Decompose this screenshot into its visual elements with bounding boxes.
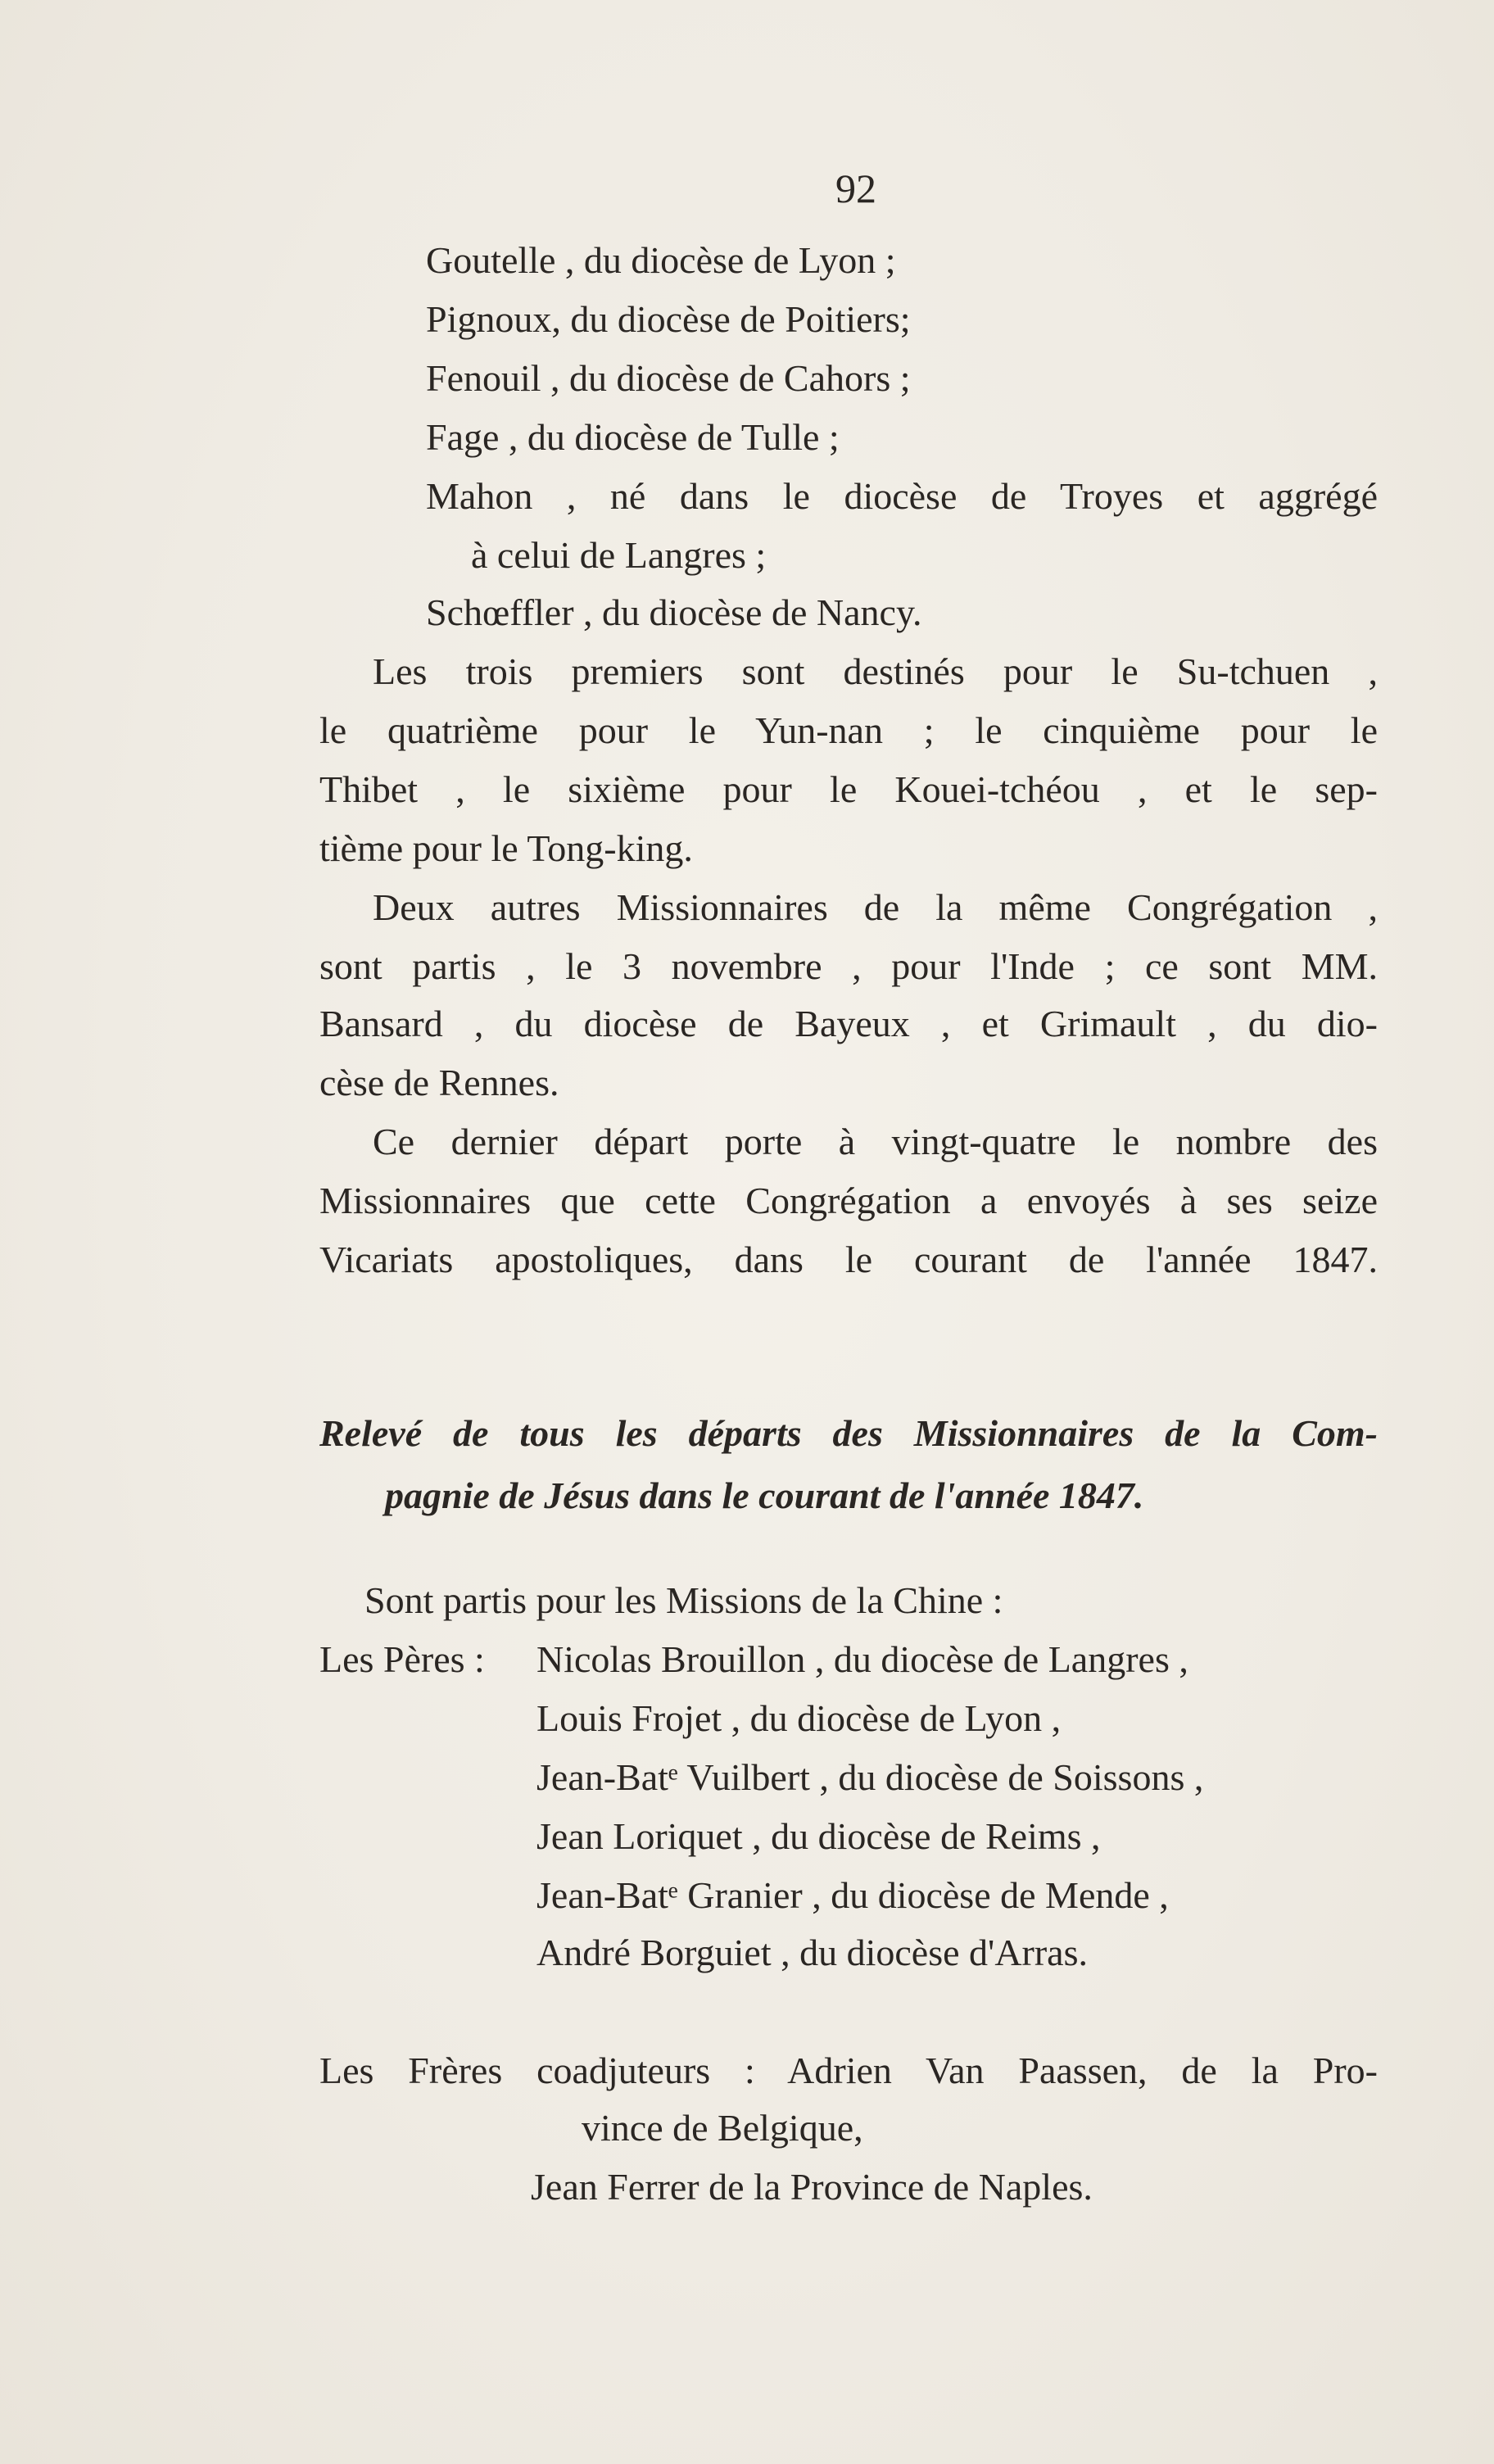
brothers-line: Jean Ferrer de la Province de Naples. bbox=[531, 2166, 1093, 2208]
paragraph-line: Missionnaires que cette Congrégation a envoyés à ses seize bbox=[319, 1180, 1378, 1221]
fathers-label: Les Pères : bbox=[319, 1638, 485, 1680]
missionary-line: Mahon , né dans le diocèse de Troyes et aggrégé bbox=[426, 475, 1378, 517]
father-entry: André Borguiet , du diocèse d'Arras. bbox=[536, 1932, 1088, 1973]
brothers-line: vince de Belgique, bbox=[582, 2107, 863, 2149]
missionary-line: Goutelle , du diocèse de Lyon ; bbox=[426, 239, 896, 281]
brothers-line: Les Frères coadjuteurs : Adrien Van Paassen, de la Pro- bbox=[319, 2050, 1378, 2091]
paragraph-line: Deux autres Missionnaires de la même Congrégation , bbox=[373, 886, 1378, 928]
father-entry: Jean-Batᵉ Vuilbert , du diocèse de Soissons , bbox=[536, 1756, 1204, 1798]
page-number: 92 bbox=[835, 165, 876, 211]
father-entry: Louis Frojet , du diocèse de Lyon , bbox=[536, 1697, 1062, 1739]
paragraph-line: Ce dernier départ porte à vingt-quatre le nombre des bbox=[373, 1121, 1378, 1162]
father-entry: Nicolas Brouillon , du diocèse de Langres , bbox=[536, 1638, 1188, 1680]
paragraph-line: Bansard , du diocèse de Bayeux , et Grimault , du dio- bbox=[319, 1003, 1378, 1044]
missionary-line: Schœffler , du diocèse de Nancy. bbox=[426, 591, 922, 633]
missionary-line: Fage , du diocèse de Tulle ; bbox=[426, 416, 840, 458]
section-heading: pagnie de Jésus dans le courant de l'année 1847. bbox=[385, 1474, 1144, 1516]
paragraph-line: tième pour le Tong-king. bbox=[319, 827, 693, 869]
paragraph-line: sont partis , le 3 novembre , pour l'Inde ; ce sont MM. bbox=[319, 945, 1378, 987]
paragraph-line: cèse de Rennes. bbox=[319, 1062, 559, 1103]
father-entry: Jean Loriquet , du diocèse de Reims , bbox=[536, 1815, 1101, 1857]
paragraph-line: Les trois premiers sont destinés pour le Su-tchuen , bbox=[373, 650, 1378, 692]
father-entry: Jean-Batᵉ Granier , du diocèse de Mende , bbox=[536, 1874, 1169, 1916]
missionary-line: Fenouil , du diocèse de Cahors ; bbox=[426, 357, 911, 399]
paragraph-line: Vicariats apostoliques, dans le courant de l'année 1847. bbox=[319, 1239, 1378, 1280]
paragraph-line: Thibet , le sixième pour le Kouei-tchéou , et le sep- bbox=[319, 768, 1378, 810]
intro-line: Sont partis pour les Missions de la Chine : bbox=[364, 1579, 1003, 1621]
section-heading: Relevé de tous les départs des Missionnaires de la Com- bbox=[319, 1412, 1378, 1454]
paragraph-line: le quatrième pour le Yun-nan ; le cinquième pour le bbox=[319, 709, 1378, 751]
missionary-line: Pignoux, du diocèse de Poitiers; bbox=[426, 298, 911, 340]
missionary-line: à celui de Langres ; bbox=[471, 534, 767, 576]
